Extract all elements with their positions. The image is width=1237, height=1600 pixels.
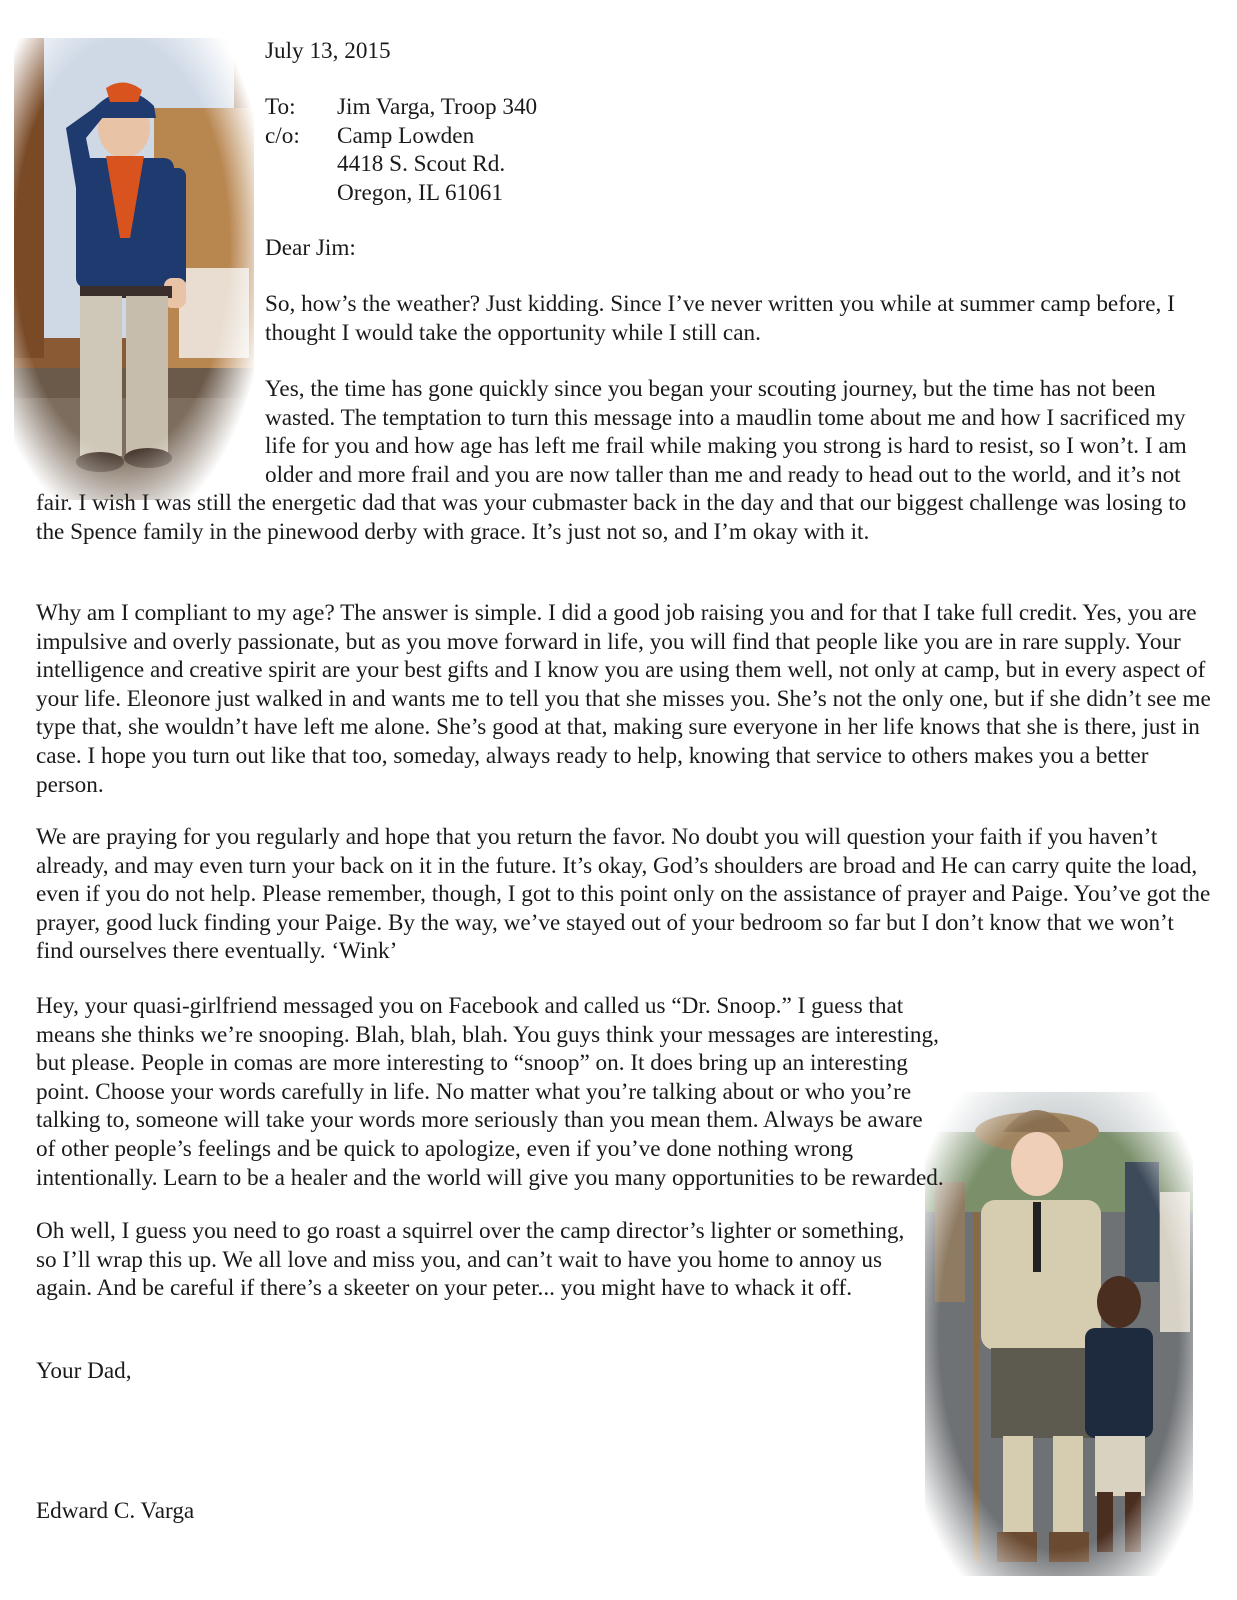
address-value: 4418 S. Scout Rd. (337, 151, 506, 178)
address-label: c/o: (265, 122, 300, 149)
address-label (265, 179, 337, 208)
paragraph-2 (36, 375, 1216, 547)
photo-wrap-spacer (36, 375, 265, 489)
paragraph-3: Why am I compliant to my age? The answer is simple. I did a good job raising you and for that I take full credit. Yes, you are impulsive and overly passionate, but as you move forward in life, you will find that people like you are in rare supply. Your intelligence and creative spirit are your best gifts and I know you are using them well, not only at camp, but in every aspect of your life. Eleonore just walked in and wants me to tell you that she misses you. She’s not the only one, but if she didn’t see me type that, she wouldn’t have left me alone. She’s good at that, making sure everyone in her life knows that she is there, just in case. I hope you turn out like that too, someday, always ready to help, knowing that service to others makes you a better person. (36, 600, 1211, 798)
greeting: Dear Jim: (265, 235, 356, 261)
closing: Your Dad, (36, 1358, 132, 1384)
paragraph-5 (36, 992, 1216, 1249)
letter-date: July 13, 2015 (265, 38, 391, 64)
address-line (265, 150, 537, 179)
paragraph-5-text: Hey, your quasi-girlfriend messaged you on Facebook and called us “Dr. Snoop.” I guess that means she thinks we’re snooping. Blah, blah, blah. You guys think your messages are interesting, but please. People in comas are more interesting to “snoop” on. It does bring up an interesting point. Choose your words carefully in life. No matter what you’re talking about or who you’re talking to, someone will take your words more seriously than you mean them. Always be aware of other people’s feelings and be quick to apologize, even if you’ve done nothing wrong intentionally. Learn to be a healer and the world will give you many opportunities to be rewarded. (36, 993, 944, 1191)
address-label (265, 150, 337, 179)
paragraph-4: We are praying for you regularly and hope that you return the favor. No doubt you will question your faith if you haven’t already, and may even turn your back on it in the future. It’s okay, God’s shoulders are broad and He can carry quite the load, even if you do not help. Please remember, though, I got to this point only on the assistance of prayer and Paige. You’ve got the prayer, good luck finding your Paige. By the way, we’ve stayed out of your bedroom so far but I don’t know that we won’t find ourselves there eventually. ‘Wink’ (36, 824, 1211, 965)
signature: Edward C. Varga (36, 1498, 195, 1524)
address-label: To: (265, 94, 296, 120)
photo-wrap-spacer (946, 1049, 1216, 1249)
address-line (265, 122, 537, 151)
address-value: Camp Lowden (337, 122, 475, 149)
address-value: Jim Varga, Troop 340 (337, 94, 538, 120)
paragraph-6: Oh well, I guess you need to go roast a squirrel over the camp director’s lighter or something, so I’ll wrap this up. We all love and miss you, and can’t wait to have you home to annoy us again. And be careful if there’s a skeeter on your peter... you might have to whack it off. (36, 1218, 905, 1302)
address-block (265, 93, 537, 207)
paragraph-2-text: Yes, the time has gone quickly since you began your scouting journey, but the time has not been wasted. The temptation to turn this message into a maudlin tome about me and how I sacrificed my life for you and how age has left me frail while making you strong is hard to resist, so I won’t. I am older and more frail and you are now taller than me and ready to head out to the world, and it’s not fair. I wish I was still the energetic dad that was your cubmaster back in the day and that our biggest challenge was losing to the Spence family in the pinewood derby with grace. It’s just not so, and I’m okay with it. (36, 376, 1187, 545)
address-line (265, 179, 537, 208)
paragraph-1: So, how’s the weather? Just kidding. Since I’ve never written you while at summer camp before, I thought I would take the opportunity while I still can. (265, 291, 1175, 346)
address-value: Oregon, IL 61061 (337, 179, 503, 206)
address-line (265, 93, 537, 122)
